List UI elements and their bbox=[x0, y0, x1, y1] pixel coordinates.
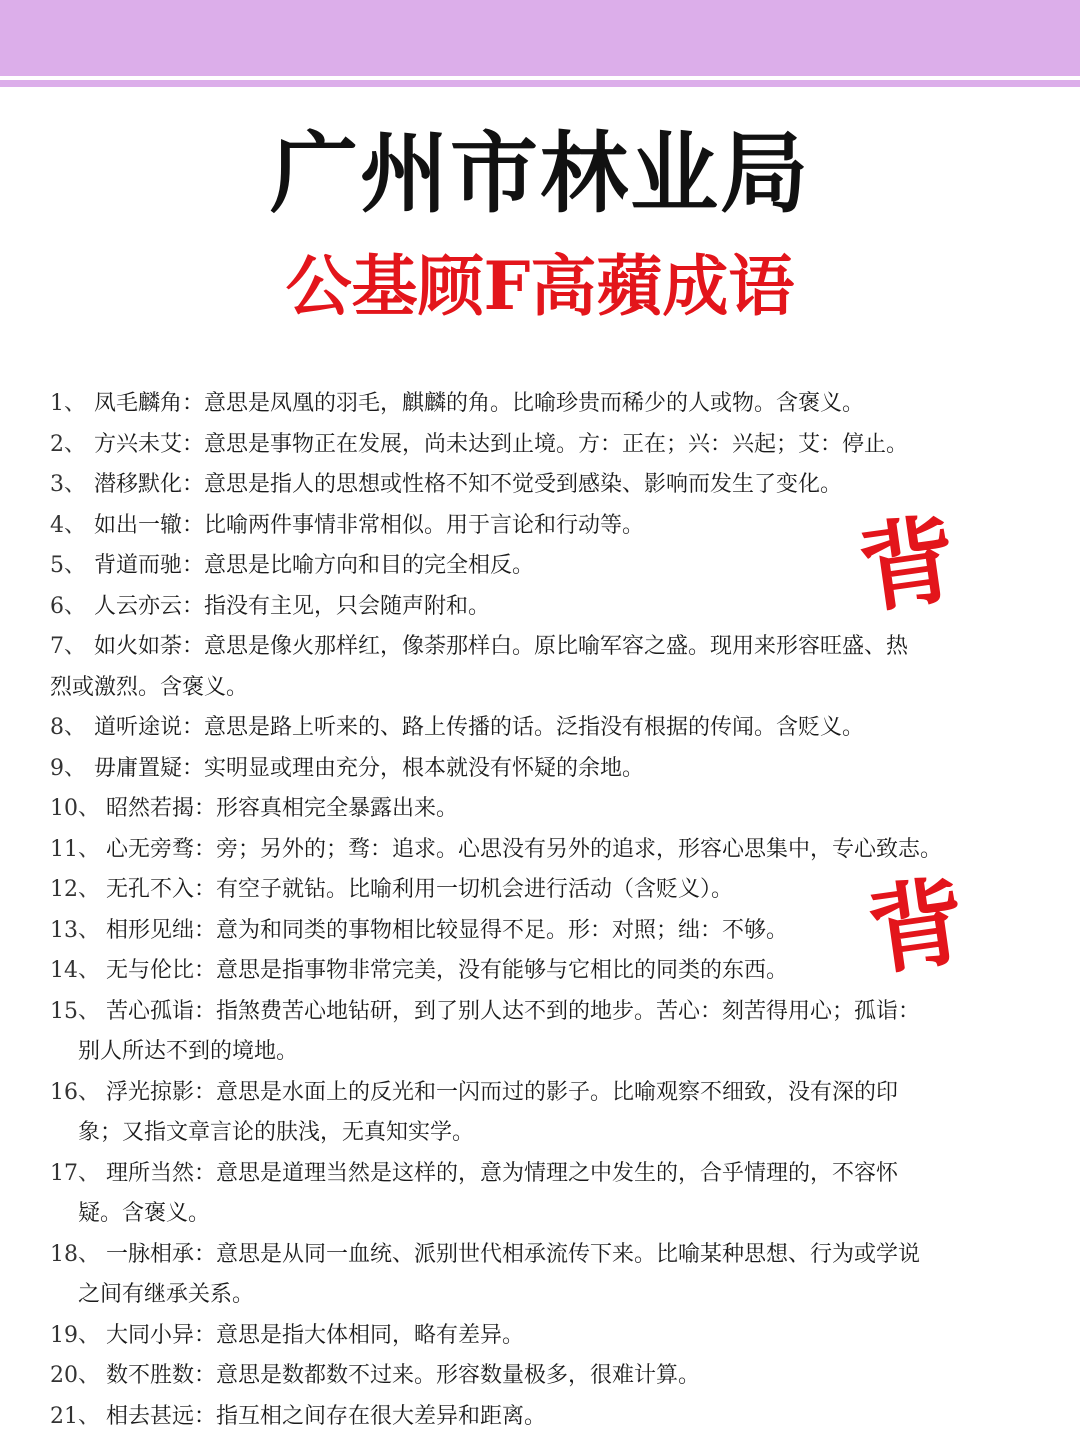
item-text: 苦心孤诣：指煞费苦心地钻研，到了别人达不到的地步。苦心：刻苦得用心；孤诣： bbox=[106, 998, 921, 1024]
item-number: 15、 bbox=[50, 998, 100, 1024]
page-title: 广州市林业局 bbox=[269, 121, 810, 225]
item-text: 如出一辙：比喻两件事情非常相似。用于言论和行动等。 bbox=[94, 512, 645, 538]
item-text: 心无旁骛：旁；另外的；骛：追求。心思没有另外的追求，形容心思集中，专心致志。 bbox=[106, 836, 943, 862]
memorize-stamp: 背 bbox=[852, 501, 964, 628]
list-item bbox=[0, 1154, 1080, 1235]
item-text: 烈或激烈。含褒义。 bbox=[50, 674, 249, 700]
top-divider bbox=[0, 80, 1080, 87]
list-item bbox=[0, 789, 1080, 830]
list-item bbox=[0, 1316, 1080, 1357]
item-text: 别人所达不到的境地。 bbox=[78, 1039, 299, 1064]
item-text: 昭然若揭：形容真相完全暴露出来。 bbox=[106, 796, 459, 821]
item-number: 14、 bbox=[50, 958, 100, 983]
list-item bbox=[0, 465, 1080, 506]
item-text: 毋庸置疑：实明显或理由充分，根本就没有怀疑的余地。 bbox=[94, 755, 645, 781]
top-color-band bbox=[0, 0, 1080, 76]
item-number: 9、 bbox=[50, 755, 86, 781]
list-item bbox=[0, 425, 1080, 466]
list-item bbox=[0, 830, 1080, 871]
item-number: 8、 bbox=[50, 715, 86, 740]
item-number: 12、 bbox=[50, 877, 100, 902]
item-text: 相形见绌：意为和同类的事物相比较显得不足。形：对照；绌：不够。 bbox=[106, 917, 789, 943]
page-subtitle: 公基顾F高蘋成语 bbox=[285, 247, 795, 325]
item-text: 人云亦云：指没有主见，只会随声附和。 bbox=[94, 593, 491, 619]
list-item bbox=[0, 1397, 1080, 1438]
item-text: 无孔不入：有空子就钻。比喻利用一切机会进行活动（含贬义）。 bbox=[106, 877, 734, 902]
item-number: 3、 bbox=[50, 472, 86, 497]
item-text: 凤毛麟角：意思是凤凰的羽毛，麒麟的角。比喻珍贵而稀少的人或物。含褒义。 bbox=[94, 391, 865, 416]
item-text: 浮光掠影：意思是水面上的反光和一闪而过的影子。比喻观察不细致，没有深的印 bbox=[106, 1079, 899, 1105]
item-number: 16、 bbox=[50, 1079, 100, 1105]
memorize-stamp: 背 bbox=[861, 863, 973, 990]
list-item bbox=[0, 1356, 1080, 1397]
item-text: 道听途说：意思是路上听来的、路上传播的话。泛指没有根据的传闻。含贬义。 bbox=[94, 715, 865, 740]
list-item bbox=[0, 708, 1080, 749]
list-item bbox=[0, 384, 1080, 425]
item-number: 20、 bbox=[50, 1363, 100, 1388]
item-text: 象；又指文章言论的肤浅，无真知实学。 bbox=[78, 1120, 475, 1145]
item-number: 6、 bbox=[50, 593, 86, 619]
list-item bbox=[0, 992, 1080, 1073]
item-number: 18、 bbox=[50, 1241, 100, 1267]
item-number: 19、 bbox=[50, 1322, 100, 1348]
item-number: 10、 bbox=[50, 796, 100, 821]
item-text: 背道而驰：意思是比喻方向和目的完全相反。 bbox=[94, 553, 535, 578]
item-number: 7、 bbox=[50, 634, 86, 659]
item-text: 大同小异：意思是指大体相同，略有差异。 bbox=[106, 1322, 525, 1348]
item-text: 潜移默化：意思是指人的思想或性格不知不觉受到感染、影响而发生了变化。 bbox=[94, 472, 843, 497]
item-number: 21、 bbox=[50, 1403, 100, 1429]
item-text: 数不胜数：意思是数都数不过来。形容数量极多，很难计算。 bbox=[106, 1363, 701, 1388]
item-number: 4、 bbox=[50, 512, 86, 538]
item-text: 之间有继承关系。 bbox=[78, 1282, 255, 1307]
item-text: 如火如荼：意思是像火那样红，像荼那样白。原比喻军容之盛。现用来形容旺盛、热 bbox=[94, 634, 909, 659]
item-text: 一脉相承：意思是从同一血统、派别世代相承流传下来。比喻某种思想、行为或学说 bbox=[106, 1241, 921, 1267]
item-number: 17、 bbox=[50, 1160, 100, 1186]
item-text: 无与伦比：意思是指事物非常完美，没有能够与它相比的同类的东西。 bbox=[106, 958, 789, 983]
item-number: 13、 bbox=[50, 917, 100, 943]
item-number: 5、 bbox=[50, 553, 86, 578]
item-text: 疑。含褒义。 bbox=[78, 1201, 211, 1226]
item-number: 2、 bbox=[50, 431, 86, 457]
list-item bbox=[0, 749, 1080, 790]
list-item bbox=[0, 627, 1080, 708]
item-text: 方兴未艾：意思是事物正在发展，尚未达到止境。方：正在；兴：兴起；艾：停止。 bbox=[94, 431, 909, 457]
list-item bbox=[0, 1235, 1080, 1316]
list-item bbox=[0, 1073, 1080, 1154]
item-text: 理所当然：意思是道理当然是这样的，意为情理之中发生的，合乎情理的，不容怀 bbox=[106, 1160, 899, 1186]
item-text: 相去甚远：指互相之间存在很大差异和距离。 bbox=[106, 1403, 547, 1429]
item-number: 1、 bbox=[50, 391, 86, 416]
item-number: 11、 bbox=[50, 836, 100, 862]
